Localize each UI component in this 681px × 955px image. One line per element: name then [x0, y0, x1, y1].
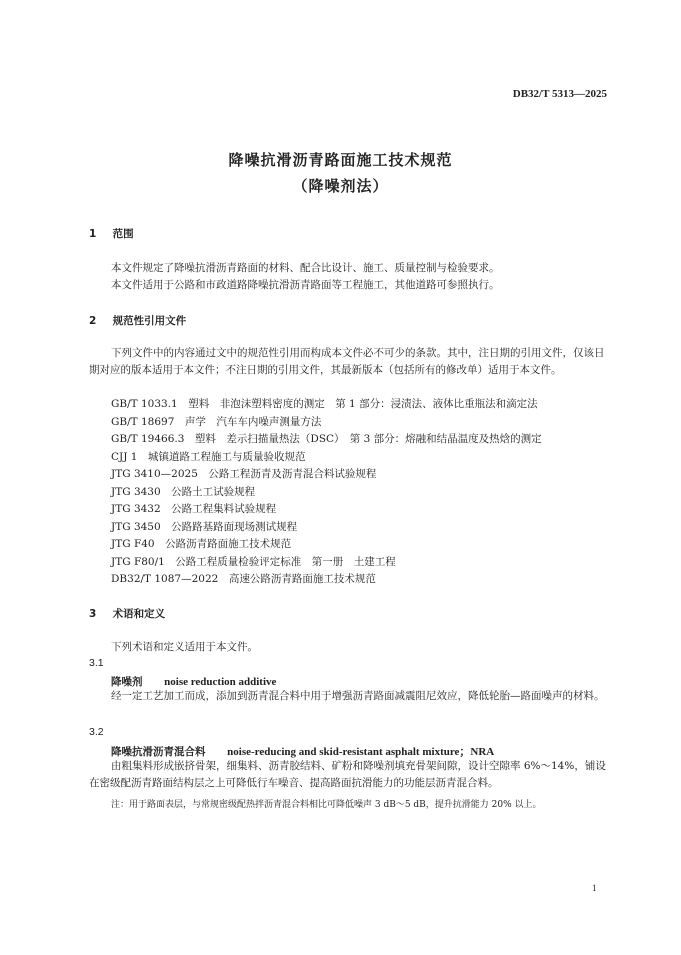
term-chinese: 降噪剂 [111, 676, 143, 688]
reference-item: JTG 3432 公路工程集料试验规程 [111, 503, 277, 515]
doc-title: 降噪抗滑沥青路面施工技术规范 [228, 151, 453, 169]
section-title: 规范性引用文件 [112, 315, 187, 327]
term-heading [111, 674, 276, 689]
section-heading-3 [89, 606, 165, 621]
page-number: 1 [592, 883, 597, 893]
section-number: 1 [89, 228, 97, 240]
clause-number: 3.2 [89, 726, 104, 738]
term-note: 注：用于路面表层，与常规密级配热拌沥青混合料相比可降低噪声 3 dB～5 dB，提升抗滑能力 20% 以上。 [111, 800, 542, 810]
term-heading [111, 743, 494, 759]
terms-intro: 下列术语和定义适用于本文件。 [111, 641, 258, 653]
scope-paragraph-2: 本文件适用于公路和市政道路降噪抗滑沥青路面等工程施工，其他道路可参照执行。 [111, 279, 500, 291]
reference-item: JTG 3450 公路路基路面现场测试规程 [111, 521, 298, 533]
normative-intro-paragraph: 下列文件中的内容通过文中的规范性引用而构成本文件必不可少的条款。其中，注日期的引用文件，仅该日期对应的版本适用于本文件；不注日期的引用文件，其最新版本（包括所有的修改单）适用于本文件。 [89, 347, 605, 376]
reference-item: JTG F40 公路沥青路面施工技术规范 [111, 538, 292, 550]
reference-item: CJJ 1 城镇道路工程施工与质量验收规范 [111, 451, 306, 463]
clause-number: 3.1 [89, 657, 104, 669]
reference-item: JTG 3410—2025 公路工程沥青及沥青混合料试验规程 [111, 468, 377, 480]
reference-item: GB/T 19466.3 塑料 差示扫描量热法（DSC） 第 3 部分：熔融和结晶温度及热焓的测定 [111, 433, 542, 445]
section-title: 范围 [112, 228, 134, 240]
reference-item: DB32/T 1087—2022 高速公路沥青路面施工技术规范 [111, 573, 376, 585]
section-number: 3 [89, 608, 97, 620]
section-title: 术语和定义 [112, 608, 166, 620]
scope-paragraph-1: 本文件规定了降噪抗滑沥青路面的材料、配合比设计、施工、质量控制与检验要求。 [111, 262, 500, 274]
doc-code: DB32/T 5313—2025 [512, 88, 607, 100]
term-english: noise-reducing and skid-resistant asphalt mixture；NRA [227, 746, 495, 758]
term-chinese: 降噪抗滑沥青混合料 [111, 746, 206, 758]
section-number: 2 [89, 315, 97, 327]
reference-item: GB/T 1033.1 塑料 非泡沫塑料密度的测定 第 1 部分：浸渍法、液体比重瓶法和滴定法 [111, 398, 538, 410]
section-heading-2 [89, 313, 186, 328]
term-english: noise reduction additive [164, 676, 277, 688]
section-heading-1 [89, 226, 134, 241]
doc-subtitle: （降噪剂法） [292, 177, 389, 195]
reference-item: JTG 3430 公路土工试验规程 [111, 486, 256, 498]
term-definition: 经一定工艺加工而成，添加到沥青混合料中用于增强沥青路面减震阻尼效应，降低轮胎—路面噪声的材料。 [111, 690, 605, 702]
reference-item: GB/T 18697 声学 汽车车内噪声测量方法 [111, 416, 322, 428]
reference-item: JTG F80/1 公路工程质量检验评定标准 第一册 土建工程 [111, 556, 396, 568]
term-definition: 由粗集料形成嵌挤骨架，细集料、沥青胶结料、矿粉和降噪剂填充骨架间隙，设计空隙率 6%～14%，铺设在密级配沥青路面结构层之上可降低行车噪音、提高路面抗滑能力的功能层沥青混合料。 [89, 760, 606, 789]
